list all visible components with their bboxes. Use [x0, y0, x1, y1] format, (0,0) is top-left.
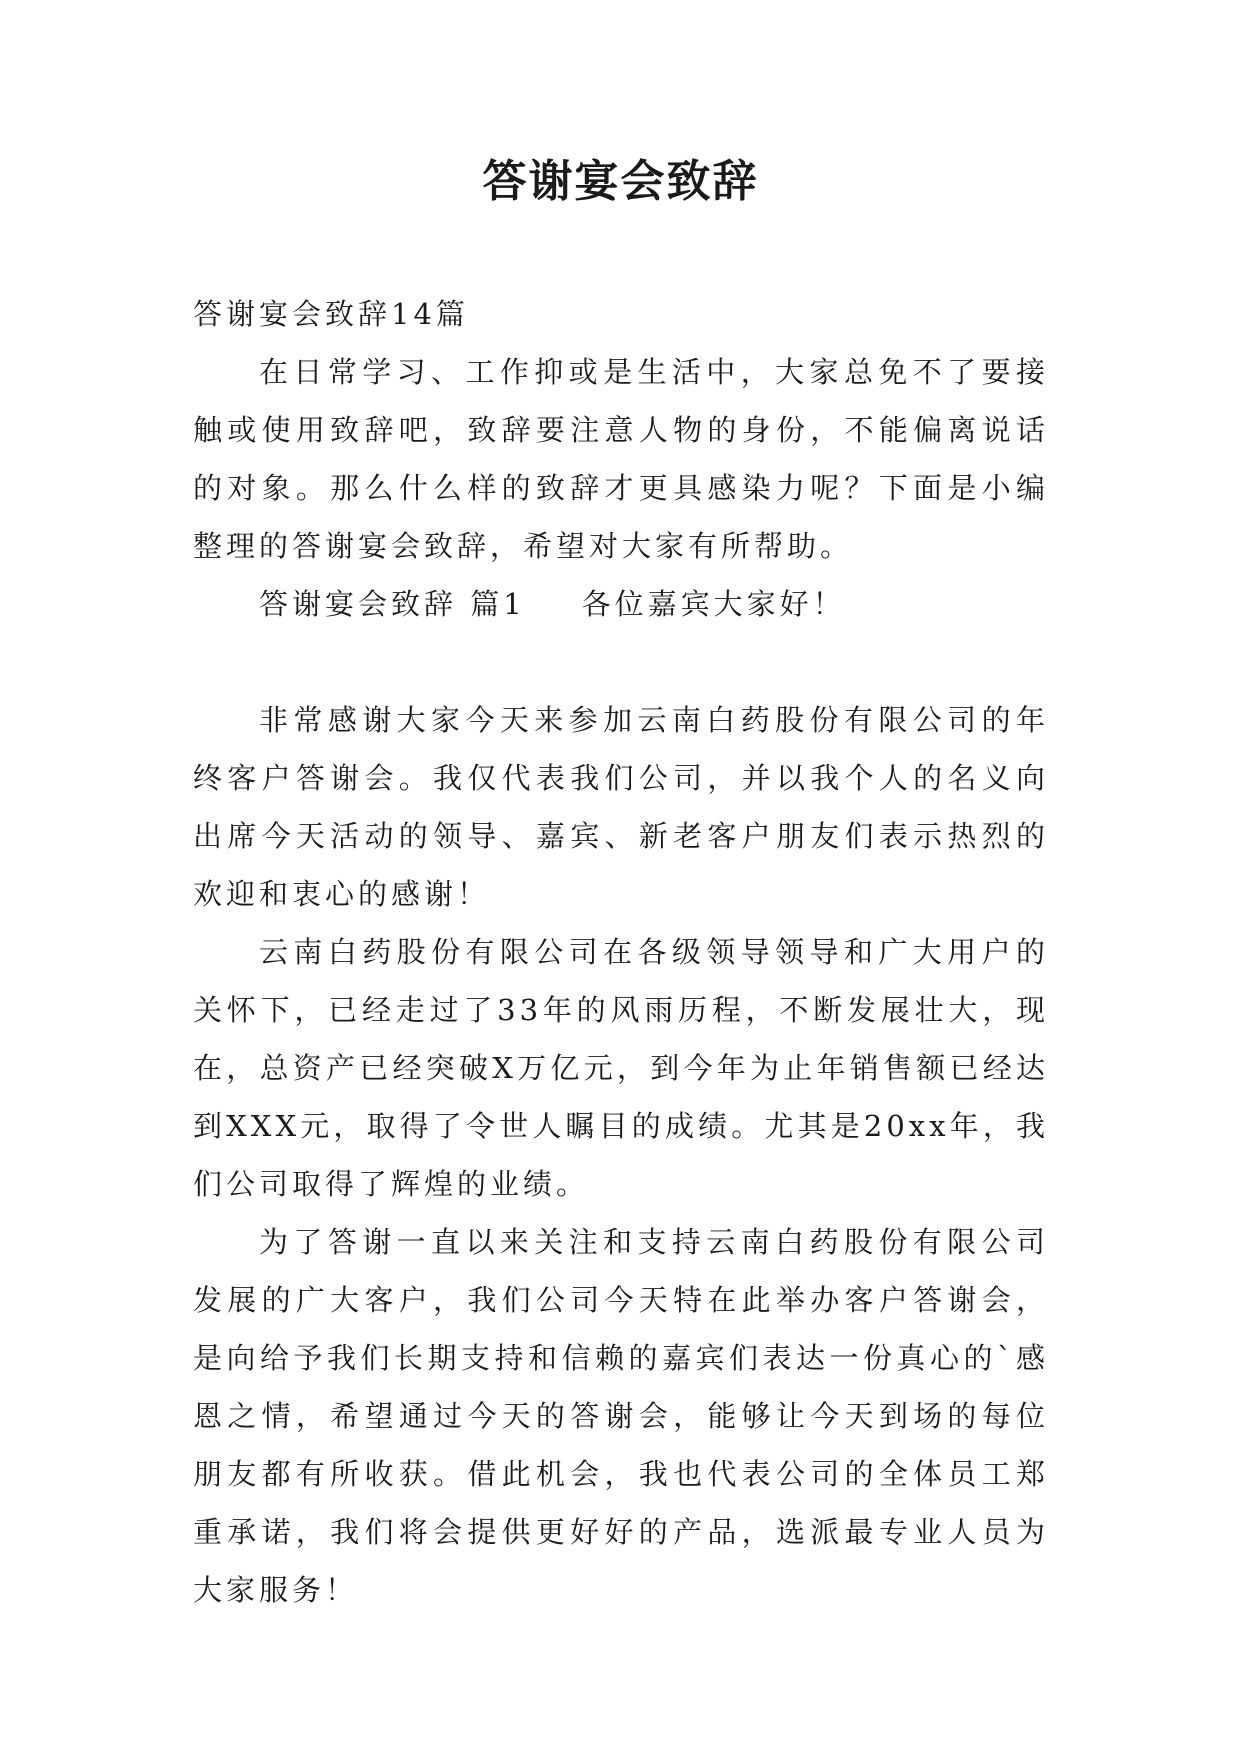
document-subtitle: 答谢宴会致辞14篇 — [193, 297, 469, 331]
body-paragraph-3: 为了答谢一直以来关注和支持云南白药股份有限公司发展的广大客户，我们公司今天特在此举办客户答谢会，是向给予我们长期支持和信赖的嘉宾们表达一份真心的`感恩之情，希望通过今天的答谢会，能够让今天到场的每位朋友都有所收获。借此机会，我也代表公司的全体员工郑重承诺，我们将会提供更好好的产品，选派最专业人员为大家服务！ — [193, 1225, 1049, 1607]
intro-paragraph: 在日常学习、工作抑或是生活中，大家总免不了要接触或使用致辞吧，致辞要注意人物的身份，不能偏离说话的对象。那么什么样的致辞才更具感染力呢？下面是小编整理的答谢宴会致辞，希望对大家有所帮助。 — [193, 355, 1049, 563]
document-title: 答谢宴会致辞 — [482, 156, 759, 207]
body-paragraph-1: 非常感谢大家今天来参加云南白药股份有限公司的年终客户答谢会。我仅代表我们公司，并以我个人的名义向出席今天活动的领导、嘉宾、新老客户朋友们表示热烈的欢迎和衷心的感谢！ — [193, 703, 1049, 911]
section-heading: 答谢宴会致辞 篇1 — [259, 587, 526, 621]
section-greeting: 各位嘉宾大家好！ — [581, 587, 846, 621]
body-paragraph-2: 云南白药股份有限公司在各级领导领导和广大用户的关怀下，已经走过了33年的风雨历程，不断发展壮大，现在，总资产已经突破X万亿元，到今年为止年销售额已经达到XXX元，取得了令世人瞩目的成绩。尤其是20xx年，我们公司取得了辉煌的业绩。 — [193, 935, 1049, 1201]
document-body — [193, 285, 1049, 1619]
section-heading-line — [193, 575, 1049, 633]
blank-line — [193, 633, 1049, 691]
